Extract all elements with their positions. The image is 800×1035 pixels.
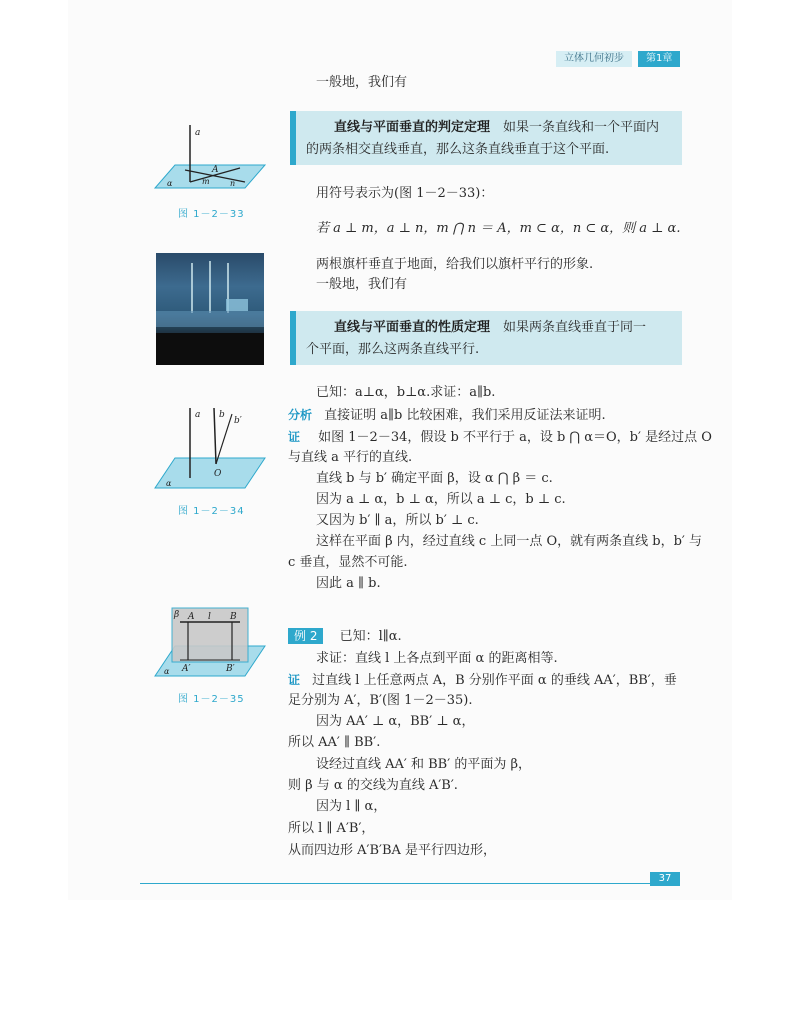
label-O: O — [214, 469, 222, 479]
figure-caption: 图 1－2－35 — [178, 694, 245, 705]
intro-text: 一般地，我们有 — [316, 75, 408, 90]
flagpole-text: 两根旗杆垂直于地面，给我们以旗杆平行的形象. — [316, 257, 594, 272]
label-b-prime: b′ — [234, 416, 242, 426]
proof-text: 直线 b 与 b′ 确定平面 β，设 α ⋂ β ＝ c. — [316, 471, 553, 486]
theorem-box-2 — [290, 311, 682, 365]
intro-text: 一般地，我们有 — [316, 277, 408, 292]
figure-1-2-34 — [150, 400, 270, 495]
example-prove: 求证：直线 l 上各点到平面 α 的距离相等. — [316, 651, 558, 666]
proof-line — [288, 671, 677, 690]
theorem-name: 直线与平面垂直的性质定理 — [334, 320, 491, 335]
theorem-name: 直线与平面垂直的判定定理 — [334, 120, 491, 135]
example-given: 已知：l∥α. — [339, 629, 402, 644]
proof-tag: 证 — [288, 430, 301, 444]
given-statement: 已知：a⊥α，b⊥α.求证：a∥b. — [316, 385, 496, 400]
proof-text: 因为 a ⊥ α，b ⊥ α，所以 a ⊥ c，b ⊥ c. — [316, 492, 566, 507]
theorem-body: 如果一条直线和一个平面内 — [503, 120, 660, 135]
line-b-prime — [216, 414, 232, 464]
example-badge: 例 2 — [288, 628, 323, 644]
label-alpha: α — [164, 667, 170, 676]
proof-tag: 证 — [288, 673, 301, 687]
proof-text: 所以 l ∥ A′B′， — [288, 821, 375, 836]
page-number: 37 — [650, 872, 680, 886]
example-line — [288, 628, 402, 646]
proof-text: 足分别为 A′，B′(图 1－2－35). — [288, 693, 473, 708]
symbol-intro: 用符号表示为(图 1－2－33)： — [316, 186, 494, 201]
label-B: B — [230, 612, 237, 622]
proof-text: 过直线 l 上任意两点 A，B 分别作平面 α 的垂线 AA′，BB′，垂 — [312, 673, 677, 688]
figure-1-2-35 — [150, 604, 270, 684]
label-A: A — [212, 165, 219, 175]
symbol-formula: 若 a ⊥ m，a ⊥ n，m ⋂ n ＝ A，m ⊂ α，n ⊂ α，则 a ⊥ α. — [316, 221, 681, 236]
proof-text: 则 β 与 α 的交线为直线 A′B′. — [288, 778, 458, 793]
proof-line — [288, 428, 712, 447]
chapter-badge: 第1章 — [638, 51, 680, 67]
label-l: l — [208, 612, 211, 622]
analysis-text: 直接证明 a∥b 比较困难，我们采用反证法来证明. — [324, 408, 606, 423]
page-header — [556, 51, 680, 67]
proof-text: 如图 1－2－34，假设 b 不平行于 a，设 b ⋂ α＝O，b′ 是经过点 O — [318, 430, 712, 445]
label-a: a — [195, 128, 201, 138]
proof-text: 因此 a ∥ b. — [316, 576, 381, 591]
proof-text: 与直线 a 平行的直线. — [288, 450, 413, 465]
label-b: b — [219, 410, 225, 420]
analysis-tag: 分析 — [288, 408, 313, 422]
footer-rule — [140, 883, 680, 884]
proof-text: 又因为 b′ ∥ a，所以 b′ ⊥ c. — [316, 513, 479, 528]
proof-text: 从而四边形 A′B′BA 是平行四边形， — [288, 843, 497, 858]
label-B-prime: B′ — [226, 664, 235, 674]
analysis-line — [288, 406, 606, 425]
flagpole-photo-illustration — [156, 253, 264, 365]
proof-text: c 垂直，显然不可能. — [288, 555, 408, 570]
plane-alpha — [155, 458, 265, 488]
label-a: a — [195, 410, 201, 420]
proof-text: 所以 AA′ ∥ BB′. — [288, 735, 381, 750]
label-A: A — [188, 612, 195, 622]
section-title: 立体几何初步 — [556, 51, 632, 67]
figure-caption: 图 1－2－34 — [178, 506, 245, 517]
figure-caption: 图 1－2－33 — [178, 209, 245, 220]
proof-text: 因为 l ∥ α， — [316, 799, 387, 814]
theorem-box-1 — [290, 111, 682, 165]
proof-text: 设经过直线 AA′ 和 BB′ 的平面为 β， — [316, 757, 531, 772]
theorem-body: 如果两条直线垂直于同一 — [503, 320, 647, 335]
label-A-prime: A′ — [182, 664, 191, 674]
flagpole-photo — [156, 253, 264, 365]
label-m: m — [202, 177, 210, 186]
label-alpha: α — [167, 179, 173, 188]
label-n: n — [230, 179, 236, 188]
line-b — [214, 408, 216, 464]
theorem-body: 的两条相交直线垂直，那么这条直线垂直于这个平面. — [306, 142, 610, 157]
figure-1-2-33 — [150, 120, 270, 195]
label-alpha: α — [166, 479, 172, 488]
label-beta: β — [174, 610, 180, 620]
proof-text: 因为 AA′ ⊥ α，BB′ ⊥ α， — [316, 714, 475, 729]
theorem-body: 个平面，那么这两条直线平行. — [306, 342, 480, 357]
proof-text: 这样在平面 β 内，经过直线 c 上同一点 O，就有两条直线 b，b′ 与 — [316, 534, 702, 549]
